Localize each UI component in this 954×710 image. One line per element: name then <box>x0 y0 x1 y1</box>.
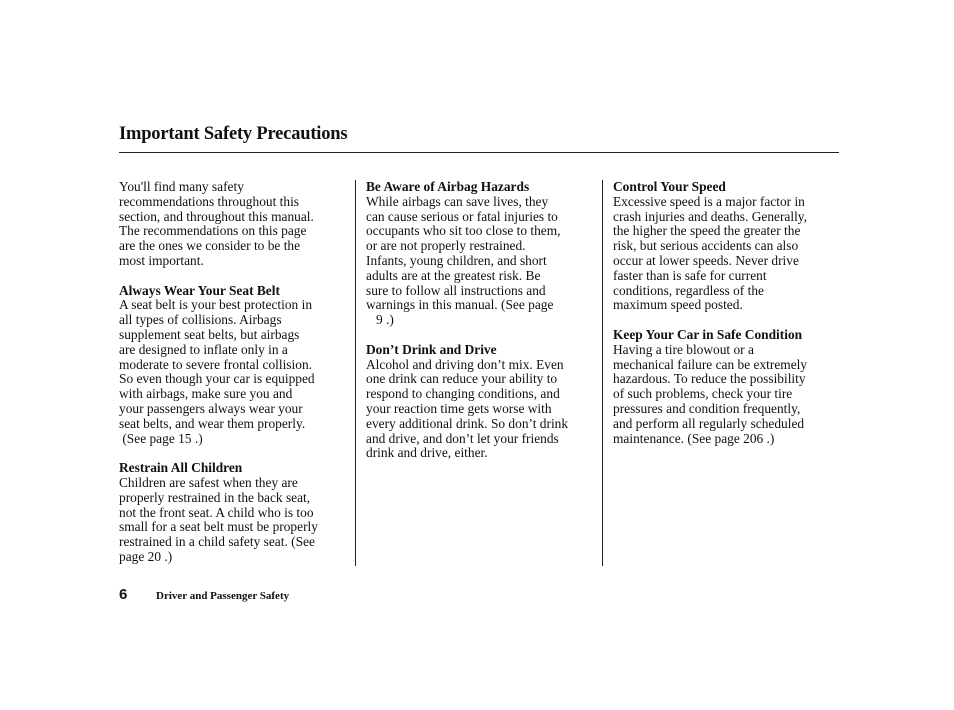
body-text-line: Infants, young children, and short <box>366 252 547 268</box>
body-text-line: with airbags, make sure you and <box>119 386 293 402</box>
column-3 <box>613 180 845 461</box>
body-text-line: A seat belt is your best protection in <box>119 297 313 313</box>
body-text-line: drink and drive, either. <box>366 445 488 461</box>
body-text-line: respond to changing conditions, and <box>366 386 560 402</box>
column-divider <box>602 180 603 566</box>
body-text-line: are designed to inflate only in a <box>119 341 288 357</box>
text-section <box>119 461 351 565</box>
body-text-line: one drink can reduce your ability to <box>366 371 558 387</box>
column-1 <box>119 180 351 580</box>
text-section <box>613 180 845 313</box>
column-divider <box>355 180 356 566</box>
body-text-line: So even though your car is equipped <box>119 371 315 387</box>
body-text-line: section, and throughout this manual. <box>119 208 314 224</box>
body-text-line: The recommendations on this page <box>119 223 307 239</box>
body-text-line: (See page 15 .) <box>119 430 203 446</box>
text-section <box>119 284 351 447</box>
body-text-line: and drive, and don’t let your friends <box>366 430 559 446</box>
body-text-line: mechanical failure can be extremely <box>613 356 808 372</box>
section-heading: Don’t Drink and Drive <box>366 341 497 357</box>
body-text-line: 9 .) <box>366 312 394 328</box>
body-text-line: and perform all regularly scheduled <box>613 415 805 431</box>
body-text-line: your reaction time gets worse with <box>366 400 552 416</box>
body-text-line: Alcohol and driving don’t mix. Even <box>366 356 564 372</box>
body-text-line: recommendations throughout this <box>119 193 300 209</box>
body-text-line: properly restrained in the back seat, <box>119 489 311 505</box>
body-text-line: can cause serious or fatal injuries to <box>366 208 558 224</box>
section-heading: Control Your Speed <box>613 179 726 194</box>
body-text-line: not the front seat. A child who is too <box>119 504 314 520</box>
body-text-line: small for a seat belt must be properly <box>119 519 318 535</box>
body-text-line: all types of collisions. Airbags <box>119 312 282 328</box>
body-text-line: While airbags can save lives, they <box>366 193 549 209</box>
body-text-line: faster than is safe for current <box>613 267 767 283</box>
body-text-line: are the ones we consider to be the <box>119 238 301 254</box>
body-text-line: your passengers always wear your <box>119 400 303 416</box>
body-text-line: occur at lower speeds. Never drive <box>613 252 799 268</box>
section-heading: Restrain All Children <box>119 460 243 476</box>
body-text-line: occupants who sit too close to them, <box>366 223 561 239</box>
body-text-line: most important. <box>119 252 204 268</box>
body-text-line: Having a tire blowout or a <box>613 341 754 357</box>
page-number: 6 <box>119 586 128 603</box>
body-text-line: You'll find many safety <box>119 179 244 194</box>
section-heading: Be Aware of Airbag Hazards <box>366 179 530 194</box>
body-text-line: restrained in a child safety seat. (See <box>119 534 315 550</box>
body-text-line: seat belts, and wear them properly. <box>119 415 306 431</box>
body-text-line: Excessive speed is a major factor in <box>613 193 805 209</box>
body-text-line: supplement seat belts, but airbags <box>119 326 300 342</box>
body-text-line: of such problems, check your tire <box>613 386 793 402</box>
section-heading: Keep Your Car in Safe Condition <box>613 326 803 342</box>
body-text-line: every additional drink. So don’t drink <box>366 415 569 431</box>
body-text-line: risk, but serious accidents can also <box>613 238 799 254</box>
text-section <box>366 343 598 461</box>
body-text-line: moderate to severe frontal collision. <box>119 356 312 372</box>
body-text-line: maintenance. (See page 206 .) <box>613 430 775 446</box>
section-heading: Always Wear Your Seat Belt <box>119 282 280 298</box>
body-text-line: the higher the speed the greater the <box>613 223 801 239</box>
body-text-line: conditions, regardless of the <box>613 282 764 298</box>
body-text-line: hazardous. To reduce the possibility <box>613 371 806 387</box>
body-text-line: crash injuries and deaths. Generally, <box>613 208 807 224</box>
body-text-line: or are not properly restrained. <box>366 238 526 254</box>
title-rule <box>119 152 839 153</box>
body-text-line: Children are safest when they are <box>119 474 298 490</box>
page-title: Important Safety Precautions <box>119 124 348 144</box>
body-text-line: sure to follow all instructions and <box>366 282 546 298</box>
body-text-line: warnings in this manual. (See page <box>366 297 554 313</box>
footer-section-label: Driver and Passenger Safety <box>156 590 290 602</box>
body-text-line: pressures and condition frequently, <box>613 400 801 416</box>
text-section <box>366 180 598 328</box>
body-text-line: adults are at the greatest risk. Be <box>366 267 541 283</box>
body-text-line: maximum speed posted. <box>613 297 743 313</box>
text-section <box>119 180 351 269</box>
column-2 <box>366 180 598 476</box>
body-text-line: page 20 .) <box>119 548 173 564</box>
text-section <box>613 328 845 446</box>
